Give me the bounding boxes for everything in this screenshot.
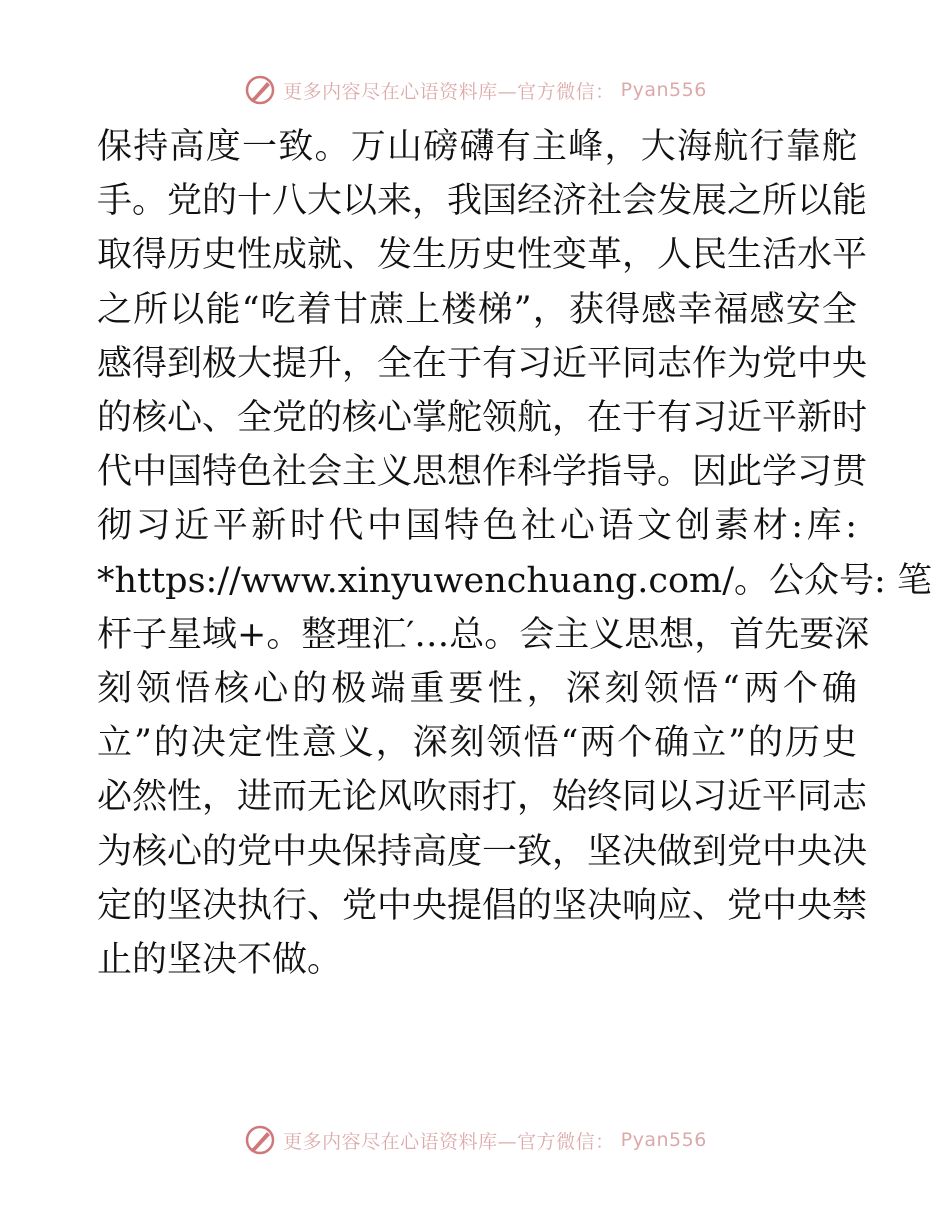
text-line: 代中国特色社会主义思想作科学指导。因此学习贯 — [97, 452, 868, 493]
text-line: 立”的决定性意义，深刻领悟“两个确立”的历史 — [97, 723, 857, 764]
text-line: 彻习近平新时代中国特色社心语文创素材:库: — [97, 506, 857, 547]
text-line: 手。党的十八大以来，我国经济社会发展之所以能 — [97, 181, 868, 222]
text-line: 止的坚决不做。 — [97, 940, 343, 981]
text-line: 定的坚决执行、党中央提倡的坚决响应、党中央禁 — [97, 885, 868, 926]
text-line: 感得到极大提升，全在于有习近平同志作为党中央 — [97, 343, 868, 384]
text-line: 为核心的党中央保持高度一致，坚决做到党中央决 — [97, 831, 868, 872]
text-line: 之所以能“吃着甘蔗上楼梯”，获得感幸福感安全 — [97, 289, 857, 330]
watermark-wechat-id: Pyan556 — [620, 79, 707, 101]
text-line: 的核心、全党的核心掌舵领航，在于有习近平新时 — [97, 398, 868, 439]
text-line: 杆子星域+。整理汇′…总。会主义思想，首先要深 — [97, 614, 870, 655]
quill-pen-logo-icon — [243, 73, 277, 107]
quill-pen-logo-icon — [243, 1123, 277, 1157]
watermark-text: 更多内容尽在心语资料库—官方微信： — [283, 80, 615, 103]
watermark-text: 更多内容尽在心语资料库—官方微信： — [283, 1130, 615, 1153]
text-line: 保持高度一致。万山磅礴有主峰，大海航行靠舵 — [97, 127, 857, 167]
footer-watermark — [0, 1120, 950, 1160]
text-line: 必然性，进而无论风吹雨打，始终同以习近平同志 — [97, 777, 868, 818]
text-line: 刻领悟核心的极端重要性，深刻领悟“两个确 — [97, 669, 857, 710]
header-watermark — [0, 70, 950, 110]
document-body — [97, 120, 932, 987]
watermark-wechat-id: Pyan556 — [620, 1129, 707, 1151]
text-line: 取得历史性成就、发生历史性变革，人民生活水平 — [97, 235, 868, 276]
text-line: *https://www.xinyuwenchuang.com/。公众号: 笔 — [97, 560, 932, 601]
